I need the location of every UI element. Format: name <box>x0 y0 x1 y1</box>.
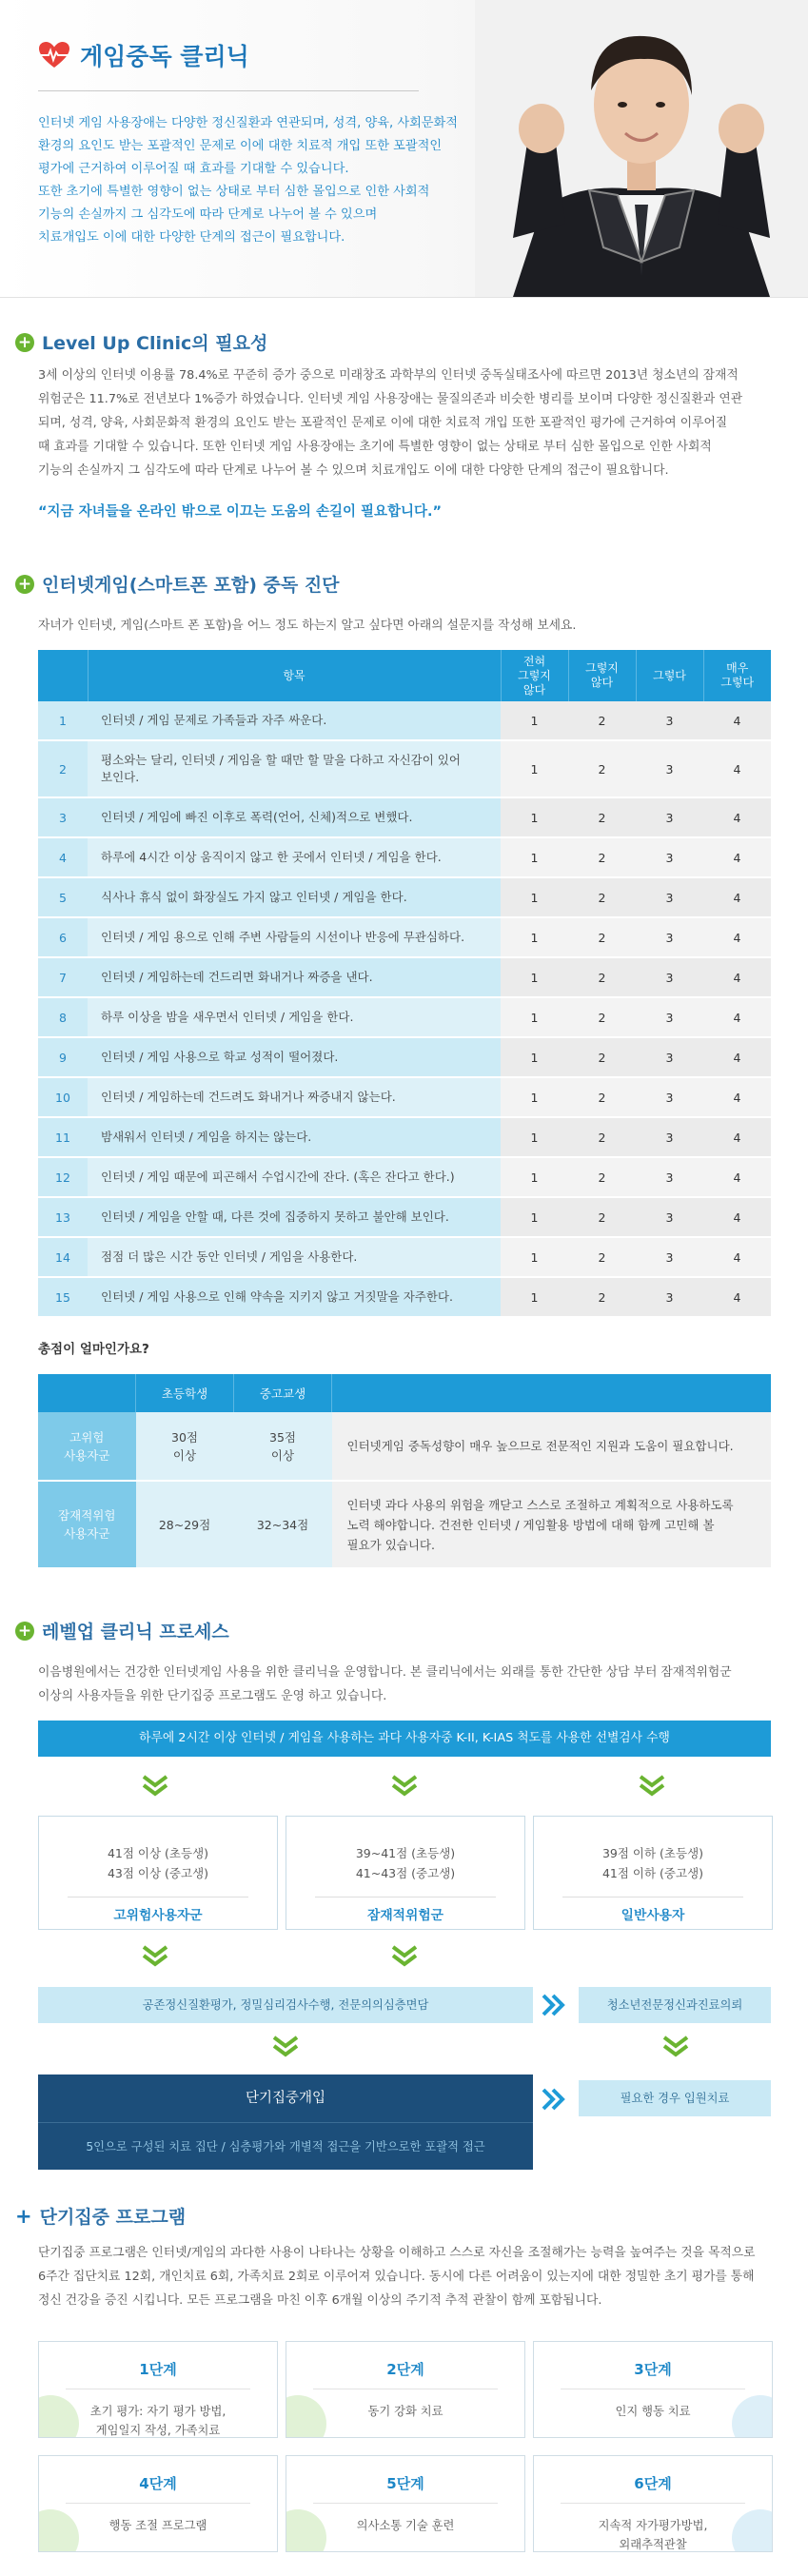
score-option[interactable]: 1 <box>501 877 568 917</box>
need-quote: “지금 자녀들을 온라인 밖으로 이끄는 도움의 손길이 필요합니다.” <box>38 504 443 520</box>
table-row <box>38 837 771 877</box>
group-criteria-line: 39점 이하 (초등생) <box>601 1846 704 1860</box>
chevron-down-icon <box>141 1944 169 1967</box>
score-option[interactable]: 2 <box>568 1037 636 1077</box>
score-option[interactable]: 2 <box>568 797 636 837</box>
step-label: 6단계 <box>634 2475 672 2492</box>
col-header-item: 항목 <box>88 650 501 701</box>
page-title <box>38 38 249 72</box>
intensive-box <box>38 2075 533 2170</box>
score-header-blank <box>38 1374 136 1412</box>
program-line: 정신 건강을 증진 시킵니다. 모든 프로그램을 마친 이후 6개월 이상의 주기적 추적 관찰이 함께 포함됩니다. <box>38 2293 602 2308</box>
question-text: 점점 더 많은 시간 동안 인터넷 / 게임을 사용한다. <box>88 1237 501 1277</box>
score-option[interactable]: 2 <box>568 877 636 917</box>
row-number: 9 <box>38 1037 88 1077</box>
diagnosis-table <box>38 650 771 1318</box>
score-option[interactable]: 3 <box>636 1117 703 1157</box>
need-line: 위험군은 11.7%로 전년보다 1%증가 하였습니다. 인터넷 게임 사용장애는 물질의존과 비슷한 병리를 보이며 다양한 정신질환과 연관 <box>38 392 743 406</box>
col-header-agree: 그렇다 <box>636 650 703 701</box>
step-label: 4단계 <box>139 2475 177 2492</box>
score-option[interactable]: 3 <box>636 997 703 1037</box>
score-option[interactable]: 3 <box>636 1157 703 1197</box>
score-option[interactable]: 1 <box>501 837 568 877</box>
chevron-down-icon <box>661 2035 690 2057</box>
question-text: 인터넷 / 게임하는데 건드리면 화내거나 짜증을 낸다. <box>88 957 501 997</box>
score-option[interactable]: 1 <box>501 1077 568 1117</box>
row-number: 6 <box>38 917 88 957</box>
hero-line: 치료개입도 이에 대한 다양한 단계의 접근이 필요합니다. <box>38 230 345 245</box>
score-option[interactable]: 3 <box>636 1277 703 1317</box>
section-title-process <box>15 1618 229 1643</box>
hero-line: 평가에 근거하여 이루어질 때 효과를 기대할 수 있습니다. <box>38 162 349 176</box>
table-row <box>38 877 771 917</box>
question-text: 인터넷 / 게임 사용으로 학교 성적이 떨어졌다. <box>88 1037 501 1077</box>
table-row <box>38 1412 771 1481</box>
hero-intro <box>38 112 485 249</box>
score-option[interactable]: 3 <box>636 1237 703 1277</box>
col-header-no-agree: 그렇지 않다 <box>568 650 636 701</box>
score-option[interactable]: 2 <box>568 1277 636 1317</box>
intensive-title: 단기집중개입 <box>245 2091 326 2106</box>
group-criteria-line: 43점 이상 (중고생) <box>107 1866 209 1880</box>
table-body <box>38 701 771 1317</box>
step-desc-line: 외래추적관찰 <box>619 2538 687 2551</box>
program-paragraph <box>38 2241 790 2312</box>
section-title-text: 레벨업 클리닉 프로세스 <box>42 1622 229 1642</box>
score-option[interactable]: 4 <box>703 1277 771 1317</box>
row-number: 14 <box>38 1237 88 1277</box>
score-option[interactable]: 4 <box>703 1197 771 1237</box>
table-row <box>38 957 771 997</box>
program-line: 단기집중 프로그램은 인터넷/게임의 과다한 사용이 나타나는 상황을 이해하고 스스로 자신을 조절해가는 능력을 높여주는 것을 목적으로 <box>38 2246 756 2260</box>
step-desc-line: 초기 평가: 자기 평가 방법, <box>89 2405 227 2418</box>
group-criteria-line: 41점 이상 (초등생) <box>107 1846 209 1860</box>
plus-circle-icon: + <box>15 333 34 352</box>
score-option[interactable]: 4 <box>703 997 771 1037</box>
score-option[interactable]: 1 <box>501 997 568 1037</box>
score-option[interactable]: 2 <box>568 1157 636 1197</box>
table-row <box>38 1481 771 1568</box>
group-name: 잠재적위험군 <box>367 1908 443 1923</box>
student-photo <box>475 0 808 297</box>
group-criteria-line: 41~43점 (중고생) <box>355 1866 456 1880</box>
divider <box>313 2503 498 2504</box>
section-title-program <box>15 2203 186 2229</box>
question-text: 평소와는 달리, 인터넷 / 게임을 할 때만 할 말을 다하고 자신감이 있어 보인다. <box>88 740 501 797</box>
score-option[interactable]: 3 <box>636 701 703 740</box>
score-group-label: 잠재적위험 사용자군 <box>38 1481 136 1568</box>
section-title-text: 단기집중 프로그램 <box>39 2207 187 2228</box>
hero-line: 기능의 손실까지 그 심각도에 따라 단계로 나누어 볼 수 있으며 <box>38 207 378 222</box>
score-description: 인터넷 과다 사용의 위험을 깨닫고 스스로 조절하고 계획적으로 사용하도록 노력 해야합니다. 건전한 인터넷 / 게임활용 방법에 대해 함께 고민해 볼 필요가 있습니다. <box>332 1481 772 1568</box>
score-option[interactable]: 1 <box>501 1197 568 1237</box>
table-header-row <box>38 1374 771 1412</box>
score-option[interactable]: 4 <box>703 1157 771 1197</box>
divider <box>561 2503 745 2504</box>
section-title-need <box>15 329 267 355</box>
row-number: 13 <box>38 1197 88 1237</box>
score-option[interactable]: 1 <box>501 1237 568 1277</box>
group-box-high-risk <box>38 1816 278 1930</box>
question-text: 인터넷 / 게임 사용으로 인해 약속을 지키지 않고 거짓말을 자주한다. <box>88 1277 501 1317</box>
chevron-down-icon <box>141 1774 169 1797</box>
question-text: 인터넷 / 게임 문제로 가족들과 자주 싸운다. <box>88 701 501 740</box>
score-option[interactable]: 4 <box>703 1037 771 1077</box>
score-option[interactable]: 4 <box>703 1237 771 1277</box>
question-text: 인터넷 / 게임에 빠진 이후로 폭력(언어, 신체)적으로 변했다. <box>88 797 501 837</box>
need-line: 3세 이상의 인터넷 이용률 78.4%로 꾸준히 증가 중으로 미래창조 과학부의 인터넷 중독실태조사에 따르면 2013년 청소년의 잠재적 <box>38 368 739 383</box>
page-title-text: 게임중독 클리닉 <box>80 43 249 70</box>
step-desc-line: 의사소통 기술 훈련 <box>356 2519 455 2532</box>
section-title-text: 인터넷게임(스마트폰 포함) 중독 진단 <box>42 575 340 596</box>
score-option[interactable]: 2 <box>568 1237 636 1277</box>
need-line: 되며, 성격, 양육, 사회문화적 환경의 요인도 받는 포괄적인 문제로 이에 대한 치료적 개입 또한 포괄적인 평가에 근거하여 이루어질 <box>38 416 728 430</box>
score-option[interactable]: 3 <box>636 740 703 797</box>
score-option[interactable]: 2 <box>568 1197 636 1237</box>
chevron-right-icon <box>540 1994 568 2016</box>
score-option[interactable]: 3 <box>636 1077 703 1117</box>
score-option[interactable]: 2 <box>568 837 636 877</box>
plus-icon: + <box>15 2204 32 2228</box>
score-option[interactable]: 4 <box>703 957 771 997</box>
program-step-3 <box>533 2341 773 2438</box>
plus-circle-icon: + <box>15 1622 34 1641</box>
group-box-normal <box>533 1816 773 1930</box>
title-divider <box>38 90 419 91</box>
row-number: 4 <box>38 837 88 877</box>
divider <box>68 1897 248 1898</box>
score-option[interactable]: 1 <box>501 701 568 740</box>
group-criteria <box>39 1843 277 1883</box>
score-option[interactable]: 4 <box>703 701 771 740</box>
score-middle: 35점 이상 <box>234 1412 332 1481</box>
program-step-5 <box>286 2455 525 2552</box>
table-row <box>38 740 771 797</box>
group-box-potential-risk <box>286 1816 525 1930</box>
group-criteria <box>286 1843 524 1883</box>
table-header-row <box>38 650 771 701</box>
score-option[interactable]: 4 <box>703 837 771 877</box>
program-step-2 <box>286 2341 525 2438</box>
hero-line: 또한 초기에 특별한 영향이 없는 상태로 부터 심한 몰입으로 인한 사회적 <box>38 185 430 199</box>
row-number: 2 <box>38 740 88 797</box>
question-text: 하루에 4시간 이상 움직이지 않고 한 곳에서 인터넷 / 게임을 한다. <box>88 837 501 877</box>
table-row <box>38 1197 771 1237</box>
chevron-down-icon <box>271 2035 300 2057</box>
score-option[interactable]: 3 <box>636 1197 703 1237</box>
need-line: 기능의 손실까지 그 심각도에 따라 단계로 나누어 볼 수 있으며 치료개입도 이에 대한 다양한 단계의 접근이 필요합니다. <box>38 463 669 478</box>
table-row <box>38 797 771 837</box>
need-paragraph <box>38 364 771 482</box>
score-option[interactable]: 3 <box>636 917 703 957</box>
row-number: 15 <box>38 1277 88 1317</box>
hero-banner <box>0 0 808 298</box>
heart-pulse-icon <box>38 41 70 69</box>
score-option[interactable]: 4 <box>703 740 771 797</box>
step-desc-line: 게임일지 작성, 가족치료 <box>95 2424 221 2437</box>
screening-bar: 하루에 2시간 이상 인터넷 / 게임을 사용하는 과다 사용자중 K-II, K-IAS 척도를 사용한 선별검사 수행 <box>38 1721 771 1757</box>
score-option[interactable]: 3 <box>636 837 703 877</box>
table-row <box>38 917 771 957</box>
question-text: 식사나 휴식 없이 화장실도 가지 않고 인터넷 / 게임을 한다. <box>88 877 501 917</box>
score-option[interactable]: 2 <box>568 957 636 997</box>
score-option[interactable]: 4 <box>703 1077 771 1117</box>
score-option[interactable]: 2 <box>568 1117 636 1157</box>
question-text: 인터넷 / 게임하는데 건드려도 화내거나 짜증내지 않는다. <box>88 1077 501 1117</box>
score-option[interactable]: 1 <box>501 1037 568 1077</box>
score-option[interactable]: 1 <box>501 1117 568 1157</box>
group-criteria-line: 41점 이하 (중고생) <box>601 1866 704 1880</box>
group-criteria-line: 39~41점 (초등생) <box>355 1846 456 1860</box>
total-question: 총점이 얼마인가요? <box>38 1342 149 1357</box>
chevron-right-icon <box>540 2088 568 2111</box>
score-group-label: 고위험 사용자군 <box>38 1412 136 1481</box>
step-desc-line: 동기 강화 치료 <box>367 2405 443 2418</box>
group-criteria <box>534 1843 772 1883</box>
row-number: 1 <box>38 701 88 740</box>
table-row <box>38 1237 771 1277</box>
step-desc-line: 인지 행동 치료 <box>615 2405 691 2418</box>
col-header-no <box>38 650 88 701</box>
score-middle: 32~34점 <box>234 1481 332 1568</box>
score-option[interactable]: 3 <box>636 1037 703 1077</box>
score-option[interactable]: 1 <box>501 917 568 957</box>
program-step-4 <box>38 2455 278 2552</box>
score-option[interactable]: 3 <box>636 957 703 997</box>
program-line: 6주간 집단치료 12회, 개인치료 6회, 가족치료 2회로 이루어져 있습니다. 동시에 다른 어려움이 있는지에 대한 정밀한 초기 평가를 통해 <box>38 2270 755 2284</box>
question-text: 밤새워서 인터넷 / 게임을 하지는 않는다. <box>88 1117 501 1157</box>
hero-line: 인터넷 게임 사용장애는 다양한 정신질환과 연관되며, 성격, 양육, 사회문화적 <box>38 116 459 130</box>
score-option[interactable]: 2 <box>568 740 636 797</box>
divider <box>315 1897 496 1898</box>
intensive-subtitle: 5인으로 구성된 치료 집단 / 심층평가와 개별적 접근을 기반으로한 포괄적 접근 <box>38 2122 533 2171</box>
step-desc-line: 지속적 자가평가방법, <box>598 2519 708 2532</box>
score-description: 인터넷게임 중독성향이 매우 높으므로 전문적인 지원과 도움이 필요합니다. <box>332 1412 772 1481</box>
question-text: 인터넷 / 게임 때문에 피곤해서 수업시간에 잔다. (혹은 잔다고 한다.) <box>88 1157 501 1197</box>
row-number: 11 <box>38 1117 88 1157</box>
question-text: 인터넷 / 게임 용으로 인해 주변 사람들의 시선이나 반응에 무관심하다. <box>88 917 501 957</box>
score-table <box>38 1374 771 1569</box>
test-intro: 자녀가 인터넷, 게임(스마트 폰 포함)을 어느 정도 하는지 알고 싶다면 아래의 설문지를 작성해 보세요. <box>38 619 577 633</box>
table-row <box>38 1037 771 1077</box>
step-label: 2단계 <box>386 2361 424 2378</box>
process-paragraph <box>38 1661 771 1708</box>
col-header-strongly: 매우 그렇다 <box>703 650 771 701</box>
divider <box>66 2503 250 2504</box>
step-label: 1단계 <box>139 2361 177 2378</box>
score-header-middle: 중고교생 <box>234 1374 332 1412</box>
chevron-down-icon <box>390 1774 419 1797</box>
referral-bar: 청소년전문정신과진료의뢰 <box>579 1987 771 2023</box>
score-option[interactable]: 3 <box>636 797 703 837</box>
section-title-text: Level Up Clinic의 필요성 <box>42 333 268 354</box>
step-desc-line: 행동 조절 프로그램 <box>108 2519 207 2532</box>
row-number: 8 <box>38 997 88 1037</box>
process-line: 이음병원에서는 건강한 인터넷게임 사용을 위한 클리닉을 운영합니다. 본 클리닉에서는 외래를 통한 간단한 상담 부터 잠재적위험군 <box>38 1665 732 1680</box>
step-label: 3단계 <box>634 2361 672 2378</box>
row-number: 5 <box>38 877 88 917</box>
program-step-1 <box>38 2341 278 2438</box>
score-option[interactable]: 2 <box>568 997 636 1037</box>
score-option[interactable]: 4 <box>703 797 771 837</box>
score-option[interactable]: 1 <box>501 1277 568 1317</box>
process-line: 이상의 사용자들을 위한 단기집중 프로그램도 운영 하고 있습니다. <box>38 1689 387 1703</box>
score-option[interactable]: 2 <box>568 701 636 740</box>
row-number: 12 <box>38 1157 88 1197</box>
score-option[interactable]: 1 <box>501 957 568 997</box>
need-line: 때 효과를 기대할 수 있습니다. 또한 인터넷 게임 사용장애는 초기에 특별한 영향이 없는 상태로 부터 심한 몰입으로 인한 사회적 <box>38 440 712 454</box>
table-row <box>38 1277 771 1317</box>
group-name: 일반사용자 <box>621 1908 685 1923</box>
plus-circle-icon: + <box>15 575 34 594</box>
score-option[interactable]: 4 <box>703 917 771 957</box>
row-number: 7 <box>38 957 88 997</box>
score-option[interactable]: 1 <box>501 740 568 797</box>
table-row <box>38 1117 771 1157</box>
question-text: 하루 이상을 밤을 새우면서 인터넷 / 게임을 한다. <box>88 997 501 1037</box>
score-option[interactable]: 4 <box>703 1117 771 1157</box>
score-header-desc <box>332 1374 772 1412</box>
inpatient-bar: 필요한 경우 입원치료 <box>579 2080 771 2116</box>
program-step-6 <box>533 2455 773 2552</box>
table-row <box>38 701 771 740</box>
score-elementary: 28~29점 <box>136 1481 234 1568</box>
score-option[interactable]: 2 <box>568 917 636 957</box>
score-option[interactable]: 4 <box>703 877 771 917</box>
col-header-never: 전혀 그렇지 않다 <box>501 650 568 701</box>
question-text: 인터넷 / 게임을 안할 때, 다른 것에 집중하지 못하고 불안해 보인다. <box>88 1197 501 1237</box>
row-number: 10 <box>38 1077 88 1117</box>
score-option[interactable]: 3 <box>636 877 703 917</box>
step-label: 5단계 <box>386 2475 424 2492</box>
chevron-down-icon <box>638 1774 666 1797</box>
score-header-elementary: 초등학생 <box>136 1374 234 1412</box>
score-option[interactable]: 1 <box>501 1157 568 1197</box>
score-option[interactable]: 2 <box>568 1077 636 1117</box>
section-title-test <box>15 571 340 597</box>
table-row <box>38 997 771 1037</box>
group-name: 고위험사용자군 <box>113 1908 203 1923</box>
evaluation-bar: 공존정신질환평가, 정밀심리검사수행, 전문의의심층면담 <box>38 1987 533 2023</box>
divider <box>562 1897 743 1898</box>
row-number: 3 <box>38 797 88 837</box>
table-row <box>38 1157 771 1197</box>
table-row <box>38 1077 771 1117</box>
hero-line: 환경의 요인도 받는 포괄적인 문제로 이에 대한 치료적 개입 또한 포괄적인 <box>38 139 443 153</box>
score-option[interactable]: 1 <box>501 797 568 837</box>
score-elementary: 30점 이상 <box>136 1412 234 1481</box>
chevron-down-icon <box>390 1944 419 1967</box>
